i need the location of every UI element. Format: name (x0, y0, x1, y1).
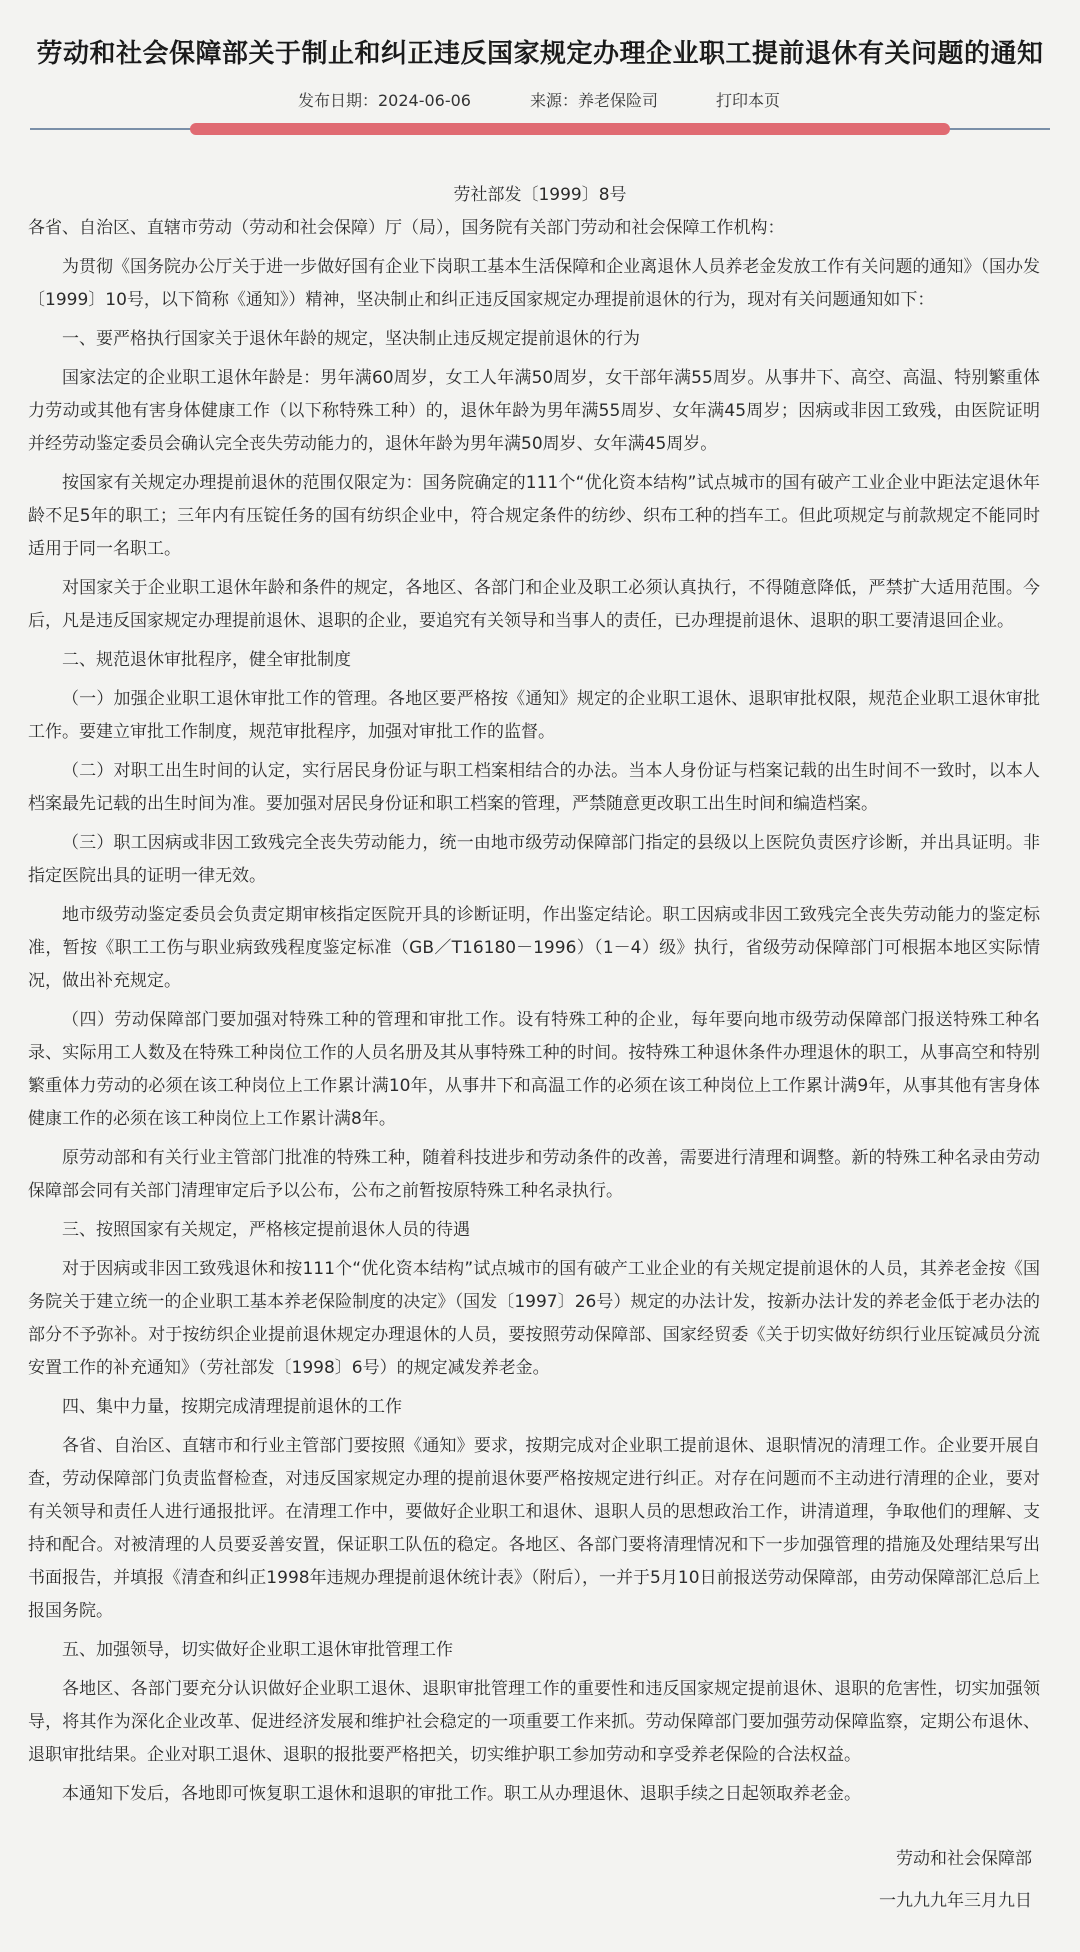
recipients: 各省、自治区、直辖市劳动（劳动和社会保障）厅（局），国务院有关部门劳动和社会保障工作机构： (28, 218, 785, 238)
page-title: 劳动和社会保障部关于制止和纠正违反国家规定办理企业职工提前退休有关问题的通知 (36, 39, 1044, 69)
paragraph: 各省、自治区、直辖市和行业主管部门要按照《通知》要求，按期完成对企业职工提前退休、退职情况的清理工作。企业要开展自查，劳动保障部门负责监督检查，对违反国家规定办理的提前退休要严格按规定进行纠正。对存在问题而不主动进行清理的企业，要对有关领导和责任人进行通报批评。在清理工作中，要做好企业职工和退休、退职人员的思想政治工作，讲清道理，争取他们的理解、支持和配合。对被清理的人员要妥善安置，保证职工队伍的稳定。各地区、各部门要将清理情况和下一步加强管理的措施及处理结果写出书面报告，并填报《清查和纠正1998年违规办理提前退休统计表》（附后），一并于5月10日前报送劳动保障部，由劳动保障部汇总后上报国务院。 (28, 1436, 1040, 1621)
section-heading-1: 一、要严格执行国家关于退休年龄的规定，坚决制止违反规定提前退休的行为 (62, 329, 640, 349)
paragraph: （三）职工因病或非因工致残完全丧失劳动能力，统一由地市级劳动保障部门指定的县级以上医院负责医疗诊断，并出具证明。非指定医院出具的证明一律无效。 (28, 833, 1040, 886)
signature-org: 劳动和社会保障部 (896, 1849, 1032, 1869)
paragraph: 国家法定的企业职工退休年龄是：男年满60周岁，女工人年满50周岁，女干部年满55周岁。从事井下、高空、高温、特别繁重体力劳动或其他有害身体健康工作（以下称特殊工种）的，退休年龄为男年满55周岁、女年满45周岁；因病或非因工致残，由医院证明并经劳动鉴定委员会确认完全丧失劳动能力的，退休年龄为男年满50周岁、女年满45周岁。 (28, 368, 1040, 454)
paragraph: （二）对职工出生时间的认定，实行居民身份证与职工档案相结合的办法。当本人身份证与档案记载的出生时间不一致时，以本人档案最先记载的出生时间为准。要加强对居民身份证和职工档案的管理，严禁随意更改职工出生时间和编造档案。 (28, 761, 1040, 814)
paragraph: 对于因病或非因工致残退休和按111个“优化资本结构”试点城市的国有破产工业企业的有关规定提前退休的人员，其养老金按《国务院关于建立统一的企业职工基本养老保险制度的决定》（国发〔1997〕26号）规定的办法计发，按新办法计发的养老金低于老办法的部分不予弥补。对于按纺织企业提前退休规定办理退休的人员，要按照劳动保障部、国家经贸委《关于切实做好纺织行业压锭减员分流安置工作的补充通知》（劳社部发〔1998〕6号）的规定减发养老金。 (28, 1259, 1040, 1378)
document-number: 劳社部发〔1999〕8号 (453, 185, 627, 205)
document-body (28, 212, 1040, 1817)
signature-date: 一九九九年三月九日 (879, 1891, 1032, 1911)
signature-block (879, 1838, 1032, 1922)
publish-date: 发布日期：2024-06-06 (298, 91, 471, 110)
section-heading-3: 三、按照国家有关规定，严格核定提前退休人员的待遇 (62, 1220, 470, 1240)
print-page-link[interactable]: 打印本页 (716, 91, 781, 110)
paragraph: 对国家关于企业职工退休年龄和条件的规定，各地区、各部门和企业及职工必须认真执行，不得随意降低，严禁扩大适用范围。今后，凡是违反国家规定办理提前退休、退职的企业，要追究有关领导和当事人的责任，已办理提前退休、退职的职工要清退回企业。 (28, 578, 1040, 631)
section-heading-4: 四、集中力量，按期完成清理提前退休的工作 (62, 1397, 402, 1417)
intro-paragraph: 为贯彻《国务院办公厅关于进一步做好国有企业下岗职工基本生活保障和企业离退休人员养老金发放工作有关问题的通知》（国办发〔1999〕10号，以下简称《通知》）精神，坚决制止和纠正违反国家规定办理提前退休的行为，现对有关问题通知如下： (28, 257, 1040, 310)
section-heading-2: 二、规范退休审批程序，健全审批制度 (62, 650, 351, 670)
source-label: 来源：养老保险司 (530, 91, 659, 110)
paragraph: 地市级劳动鉴定委员会负责定期审核指定医院开具的诊断证明，作出鉴定结论。职工因病或非因工致残完全丧失劳动能力的鉴定标准，暂按《职工工伤与职业病致残程度鉴定标准（GB／T16180－1996）（1－4）级》执行，省级劳动保障部门可根据本地区实际情况，做出补充规定。 (28, 905, 1040, 991)
paragraph: （一）加强企业职工退休审批工作的管理。各地区要严格按《通知》规定的企业职工退休、退职审批权限，规范企业职工退休审批工作。要建立审批工作制度，规范审批程序，加强对审批工作的监督。 (28, 689, 1040, 742)
section-heading-5: 五、加强领导，切实做好企业职工退休审批管理工作 (62, 1640, 453, 1660)
meta-row (0, 88, 1080, 112)
paragraph: 按国家有关规定办理提前退休的范围仅限定为：国务院确定的111个“优化资本结构”试点城市的国有破产工业企业中距法定退休年龄不足5年的职工；三年内有压锭任务的国有纺织企业中，符合规定条件的纺纱、织布工种的挡车工。但此项规定与前款规定不能同时适用于同一名职工。 (28, 473, 1040, 559)
highlight-bar (190, 123, 950, 135)
paragraph: 各地区、各部门要充分认识做好企业职工退休、退职审批管理工作的重要性和违反国家规定提前退休、退职的危害性，切实加强领导，将其作为深化企业改革、促进经济发展和维护社会稳定的一项重要工作来抓。劳动保障部门要加强劳动保障监察，定期公布退休、退职审批结果。企业对职工退休、退职的报批要严格把关，切实维护职工参加劳动和享受养老保险的合法权益。 (28, 1679, 1040, 1765)
closing-paragraph: 本通知下发后，各地即可恢复职工退休和退职的审批工作。职工从办理退休、退职手续之日起领取养老金。 (62, 1784, 861, 1804)
paragraph: （四）劳动保障部门要加强对特殊工种的管理和审批工作。设有特殊工种的企业，每年要向地市级劳动保障部门报送特殊工种名录、实际用工人数及在特殊工种岗位工作的人员名册及其从事特殊工种的时间。按特殊工种退休条件办理退休的职工，从事高空和特别繁重体力劳动的必须在该工种岗位上工作累计满10年，从事井下和高温工作的必须在该工种岗位上工作累计满9年，从事其他有害身体健康工作的必须在该工种岗位上工作累计满8年。 (28, 1010, 1040, 1129)
paragraph: 原劳动部和有关行业主管部门批准的特殊工种，随着科技进步和劳动条件的改善，需要进行清理和调整。新的特殊工种名录由劳动保障部会同有关部门清理审定后予以公布，公布之前暂按原特殊工种名录执行。 (28, 1148, 1040, 1201)
